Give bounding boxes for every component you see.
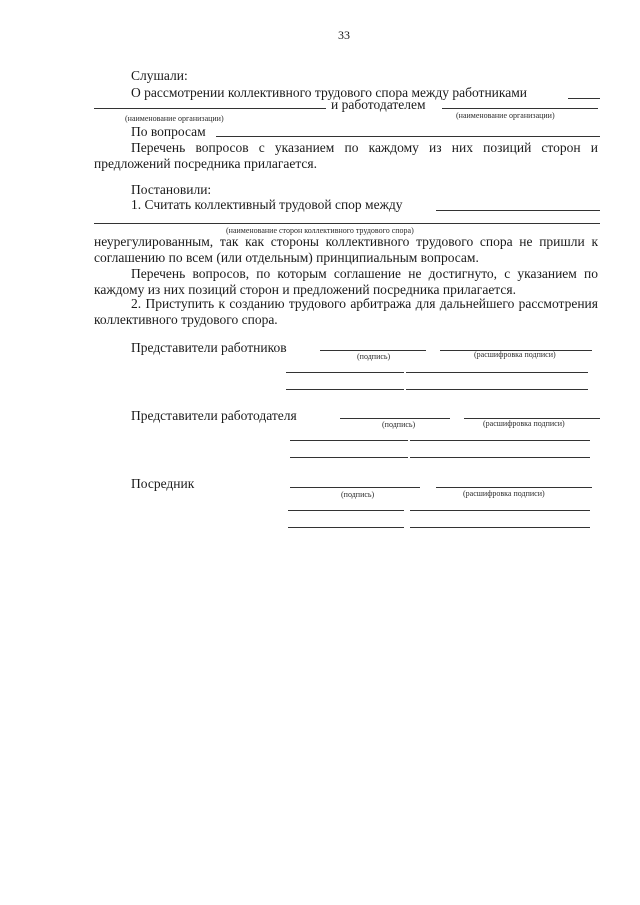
signature-line bbox=[290, 457, 408, 458]
decoding-line bbox=[410, 510, 590, 511]
resolved-item2: 2. Приступить к созданию трудового арбитража для дальнейшего рассмотрения коллективного трудового спора. bbox=[94, 296, 598, 327]
decoding-line bbox=[406, 372, 588, 373]
resolved-unresolved-text: неурегулированным, так как стороны коллективного трудового спора не пришли к соглашению по всем (или отдельным) принципиальным вопросам. bbox=[94, 234, 598, 265]
signature-line bbox=[288, 527, 404, 528]
signature-line bbox=[290, 487, 420, 488]
caption-signature: (подпись) bbox=[382, 420, 416, 429]
signature-line bbox=[290, 440, 408, 441]
decoding-line bbox=[406, 389, 588, 390]
caption-parties: (наименование сторон коллективного трудового спора) bbox=[226, 226, 414, 235]
decoding-line bbox=[410, 457, 590, 458]
heard-questions-label: По вопросам bbox=[131, 124, 206, 139]
blank-line bbox=[568, 98, 600, 99]
signature-line bbox=[286, 372, 404, 373]
signature-line bbox=[320, 350, 426, 351]
caption-decoding: (расшифровка подписи) bbox=[474, 350, 556, 359]
decoding-line bbox=[436, 487, 592, 488]
caption-signature: (подпись) bbox=[341, 490, 375, 499]
signature-line bbox=[288, 510, 404, 511]
heard-line2-mid: и работодателем bbox=[331, 97, 426, 112]
decoding-line bbox=[410, 527, 590, 528]
resolved-list-text: Перечень вопросов, по которым соглашение не достигнуто, с указанием по каждому из них позиций сторон и предложений посредника прилагается. bbox=[94, 266, 598, 297]
heard-list-text: Перечень вопросов с указанием по каждому из них позиций сторон и предложений посредника прилагается. bbox=[94, 140, 598, 171]
resolved-item1: 1. Считать коллективный трудовой спор между bbox=[131, 197, 403, 212]
workers-label: Представители работников bbox=[131, 340, 287, 355]
signature-line bbox=[340, 418, 450, 419]
decoding-line bbox=[410, 440, 590, 441]
signature-line bbox=[286, 389, 404, 390]
caption-signature: (подпись) bbox=[357, 352, 391, 361]
blank-line bbox=[442, 108, 598, 109]
employer-label: Представители работодателя bbox=[131, 408, 297, 423]
page-number: 33 bbox=[338, 28, 350, 42]
blank-line bbox=[94, 108, 326, 109]
blank-line bbox=[94, 223, 600, 224]
heard-line1: О рассмотрении коллективного трудового спора между работниками bbox=[131, 85, 528, 100]
mediator-label: Посредник bbox=[131, 476, 195, 491]
caption-org-right: (наименование организации) bbox=[456, 111, 555, 120]
caption-decoding: (расшифровка подписи) bbox=[483, 419, 565, 428]
blank-line bbox=[436, 210, 600, 211]
blank-line bbox=[216, 136, 600, 137]
heard-heading: Слушали: bbox=[131, 68, 188, 83]
caption-org-left: (наименование организации) bbox=[125, 114, 224, 123]
caption-decoding: (расшифровка подписи) bbox=[463, 489, 545, 498]
resolved-heading: Постановили: bbox=[131, 182, 212, 197]
